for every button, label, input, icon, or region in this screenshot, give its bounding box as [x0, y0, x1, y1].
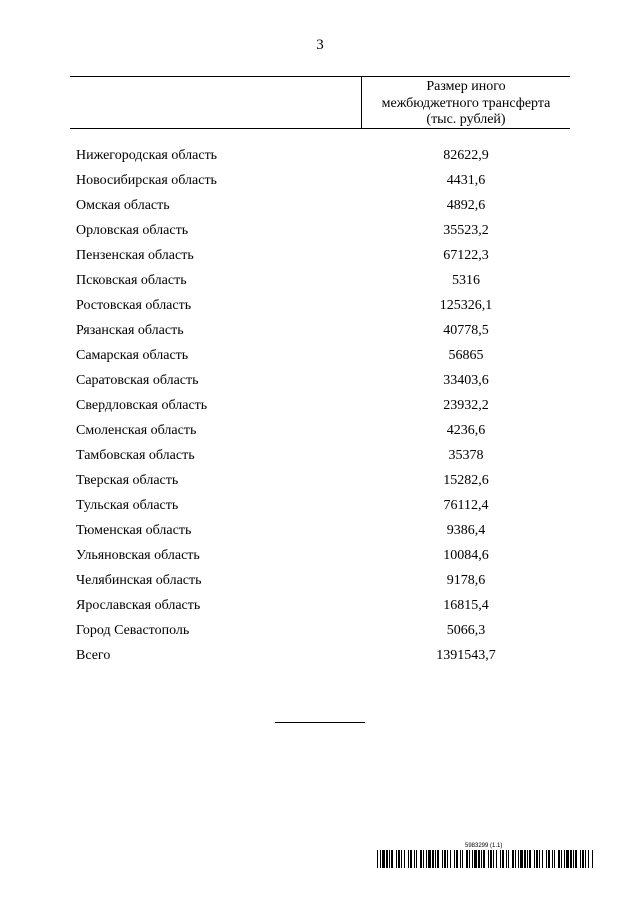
table-row: [0, 521, 640, 546]
table-row: [0, 446, 640, 471]
table-row: [0, 421, 640, 446]
table-row: [0, 146, 640, 171]
transfer-value: 15282,6: [443, 473, 489, 488]
region-name: Свердловская область: [76, 398, 208, 413]
region-name: Нижегородская область: [76, 148, 218, 163]
region-name: Орловская область: [76, 223, 189, 238]
region-name: Пензенская область: [76, 248, 194, 263]
region-name: Ярославская область: [76, 598, 201, 613]
table-row: [0, 396, 640, 421]
region-name: Саратовская область: [76, 373, 199, 388]
table-row: [0, 196, 640, 221]
table-row: [0, 546, 640, 571]
region-name: Омская область: [76, 198, 170, 213]
total-value: 1391543,7: [436, 648, 496, 663]
transfer-value: 9178,6: [446, 573, 486, 588]
transfer-value: 5066,3: [446, 623, 486, 638]
column-header-line: межбюджетного трансферта: [381, 95, 551, 111]
table-row-total: [0, 646, 640, 671]
region-name: Челябинская область: [76, 573, 202, 588]
transfer-value: 35378: [448, 448, 484, 463]
transfer-value: 4892,6: [446, 198, 486, 213]
region-name: Самарская область: [76, 348, 189, 363]
table-row: [0, 246, 640, 271]
region-name: Тамбовская область: [76, 448, 195, 463]
barcode-icon: [377, 850, 593, 868]
region-name: Рязанская область: [76, 323, 184, 338]
total-label: Всего: [76, 648, 111, 663]
region-name: Тюменская область: [76, 523, 192, 538]
table-row: [0, 621, 640, 646]
table-row: [0, 471, 640, 496]
table-body: [0, 146, 640, 671]
table-row: [0, 571, 640, 596]
transfer-value: 82622,9: [443, 148, 489, 163]
region-name: Ульяновская область: [76, 548, 200, 563]
table-row: [0, 496, 640, 521]
transfer-value: 23932,2: [443, 398, 489, 413]
table-row: [0, 171, 640, 196]
region-name: Город Севастополь: [76, 623, 190, 638]
column-header-line: (тыс. рублей): [426, 112, 506, 127]
table-row: [0, 346, 640, 371]
table-header-bottom-rule: [70, 128, 570, 129]
column-header-transfer-size: [362, 79, 570, 129]
region-name: Тульская область: [76, 498, 179, 513]
transfer-value: 33403,6: [443, 373, 489, 388]
region-name: Новосибирская область: [76, 173, 217, 188]
table-row: [0, 296, 640, 321]
column-header-line: Размер иного: [426, 79, 506, 94]
transfer-value: 56865: [448, 348, 484, 363]
transfer-value: 9386,4: [446, 523, 486, 538]
table-top-rule: [70, 76, 570, 77]
transfer-value: 125326,1: [439, 298, 493, 313]
table-row: [0, 321, 640, 346]
transfer-value: 76112,4: [443, 498, 489, 513]
document-code: 5983299 (1.1): [465, 843, 503, 849]
region-name: Смоленская область: [76, 423, 197, 438]
region-name: Псковская область: [76, 273, 187, 288]
region-name: Тверская область: [76, 473, 179, 488]
transfer-value: 4236,6: [446, 423, 486, 438]
transfer-value: 67122,3: [443, 248, 489, 263]
transfer-value: 4431,6: [446, 173, 486, 188]
transfer-value: 40778,5: [443, 323, 489, 338]
table-row: [0, 596, 640, 621]
transfer-value: 35523,2: [443, 223, 489, 238]
transfer-value: 10084,6: [443, 548, 489, 563]
region-name: Ростовская область: [76, 298, 192, 313]
page-number: 3: [316, 37, 324, 53]
transfer-value: 16815,4: [443, 598, 489, 613]
table-row: [0, 371, 640, 396]
table-row: [0, 271, 640, 296]
document-end-rule: [275, 722, 365, 723]
transfer-value: 5316: [452, 273, 480, 288]
table-row: [0, 221, 640, 246]
